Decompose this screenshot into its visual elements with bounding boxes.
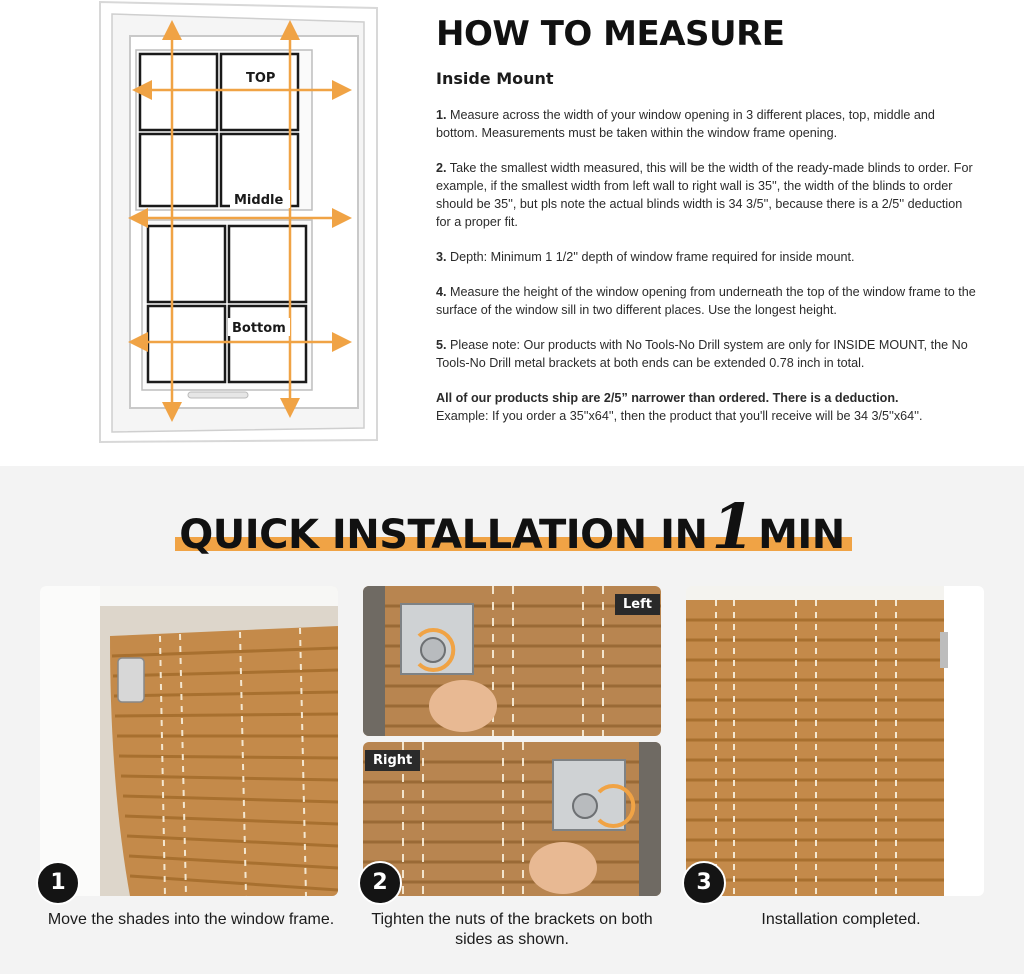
pane-lower-4 bbox=[229, 306, 306, 382]
pane-upper-1 bbox=[140, 54, 217, 130]
deduction-note: All of our products ship are 2/5” narrower than ordered. There is a deduction. Example: If you order a 35''x64'', then the product that you'll receive will be 34 3/5''x64''. bbox=[436, 391, 923, 423]
label-bottom: Bottom bbox=[232, 321, 286, 336]
label-top: TOP bbox=[246, 71, 276, 86]
step-2-caption: Tighten the nuts of the brackets on both sides as shown. bbox=[371, 911, 653, 948]
how-to-measure-title: HOW TO MEASURE bbox=[436, 14, 785, 54]
pane-upper-2 bbox=[221, 54, 298, 130]
instruction-step: 5. Please note: Our products with No Tools-No Drill system are only for INSIDE MOUNT, the No Tools-No Drill metal brackets at both ends can be extended 0.78 inch in total. bbox=[436, 338, 968, 370]
step-3-image bbox=[686, 586, 984, 896]
bracket bbox=[118, 658, 144, 702]
inside-mount-subtitle: Inside Mount bbox=[436, 69, 554, 88]
instruction-step: 1. Measure across the width of your window opening in 3 different places, top, middle and bottom. Measurements must be taken within the window frame opening. bbox=[436, 108, 935, 140]
step-2-badge: 2 bbox=[358, 861, 402, 905]
quick-installation-title: QUICK INSTALLATION IN1 MIN bbox=[179, 490, 845, 563]
instruction-step: 2. Take the smallest width measured, this will be the width of the ready-made blinds to order. For example, if the smallest width from left wall to right wall is 35'', the width of the blinds to order should be 35'', but pls note the actual blinds width is 34 3/5'', because there is a 2/5'' deduction for a proper fit. bbox=[436, 161, 973, 229]
wing-nut bbox=[573, 794, 597, 818]
pane-lower-1 bbox=[148, 226, 225, 302]
tag-right: Right bbox=[365, 750, 420, 771]
step-3-badge: 3 bbox=[682, 861, 726, 905]
pane-lower-3 bbox=[148, 306, 225, 382]
pane-lower-2 bbox=[229, 226, 306, 302]
instruction-step: 3. Depth: Minimum 1 1/2'' depth of window frame required for inside mount. bbox=[436, 250, 855, 264]
fingers bbox=[429, 680, 497, 732]
step-1-image bbox=[40, 586, 338, 896]
tag-left: Left bbox=[615, 594, 660, 615]
window-measure-diagram bbox=[92, 0, 382, 445]
measure-instructions bbox=[436, 106, 976, 425]
wing-nut bbox=[421, 638, 445, 662]
fingers bbox=[529, 842, 597, 894]
step-1-badge: 1 bbox=[36, 861, 80, 905]
label-middle: Middle bbox=[234, 193, 284, 208]
step-1-caption: Move the shades into the window frame. bbox=[47, 911, 335, 928]
installation-section bbox=[0, 466, 1024, 974]
sash-handle bbox=[188, 392, 248, 398]
bracket bbox=[940, 632, 948, 668]
instruction-step: 4. Measure the height of the window opening from underneath the top of the window frame to the surface of the window sill in two different places. Use the longest height. bbox=[436, 285, 976, 317]
step-3-caption: Installation completed. bbox=[761, 911, 921, 928]
pane-upper-3 bbox=[140, 134, 217, 206]
